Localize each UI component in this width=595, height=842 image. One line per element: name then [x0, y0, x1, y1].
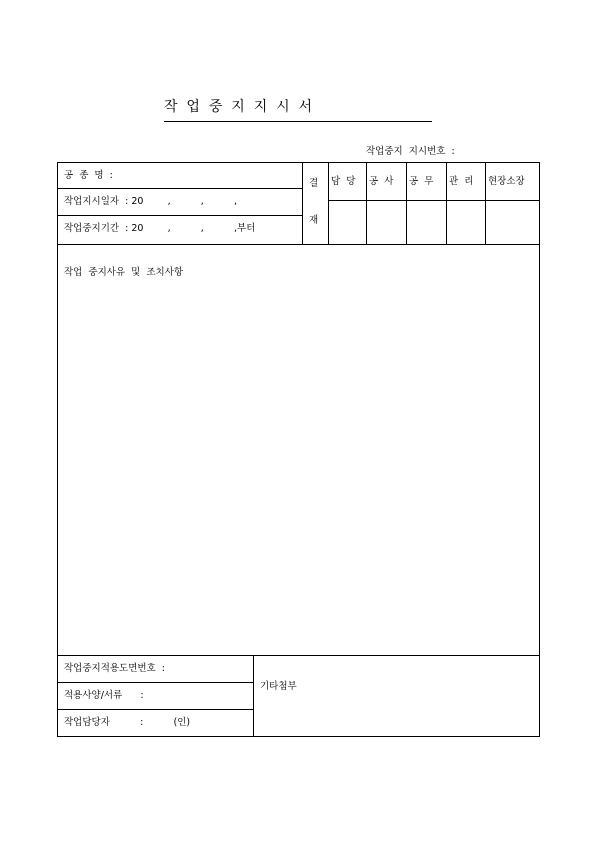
table-bottom-border: [57, 736, 540, 737]
footer-divider-2: [57, 709, 253, 710]
approval-col-label-1: 공 사: [369, 176, 394, 187]
drawing-number-field: 작업중지적용도면번호 :: [64, 663, 166, 674]
work-type-field: 공 종 명 :: [64, 170, 113, 181]
approval-col-5: [485, 162, 486, 245]
approval-label-bottom: 재: [309, 215, 319, 226]
footer-vertical-divider: [253, 655, 254, 737]
instruction-number-label: 작업중지 지시번호 :: [366, 146, 455, 157]
reason-section-label: 작업 중지사유 및 조치사항: [64, 267, 184, 278]
approval-col-1: [328, 162, 329, 245]
field-divider-2: [57, 215, 302, 216]
table-right-border: [539, 162, 540, 737]
approval-header-line: [328, 200, 540, 201]
approval-col-label-4: 현장소장: [488, 176, 525, 187]
footer-top-line: [57, 655, 540, 656]
field-divider-1: [57, 188, 302, 189]
header-bottom-line: [57, 244, 540, 245]
table-top-border: [57, 162, 540, 163]
other-attachments-field: 기타첨부: [260, 681, 297, 692]
document-title: 작 업 중 지 지 시 서: [164, 99, 313, 115]
approval-col-2: [366, 162, 367, 245]
field-approval-divider: [302, 162, 303, 245]
approval-col-4: [446, 162, 447, 245]
approval-label-top: 결: [309, 178, 319, 189]
approval-col-3: [406, 162, 407, 245]
title-underline: [164, 121, 432, 122]
start-date-field: 작업지시일자 : 20 , , ,: [64, 196, 238, 207]
approval-col-label-3: 관 리: [449, 176, 474, 187]
approval-col-label-2: 공 무: [409, 176, 434, 187]
footer-divider-1: [57, 682, 253, 683]
approval-col-label-0: 담 당: [331, 176, 356, 187]
person-in-charge-field: 작업담당자 : (인): [64, 717, 191, 728]
spec-document-field: 적용사양/서류 :: [64, 690, 144, 701]
table-left-border: [57, 162, 58, 737]
stop-period-field: 작업중지기간 : 20 , , ,부터: [64, 223, 256, 234]
